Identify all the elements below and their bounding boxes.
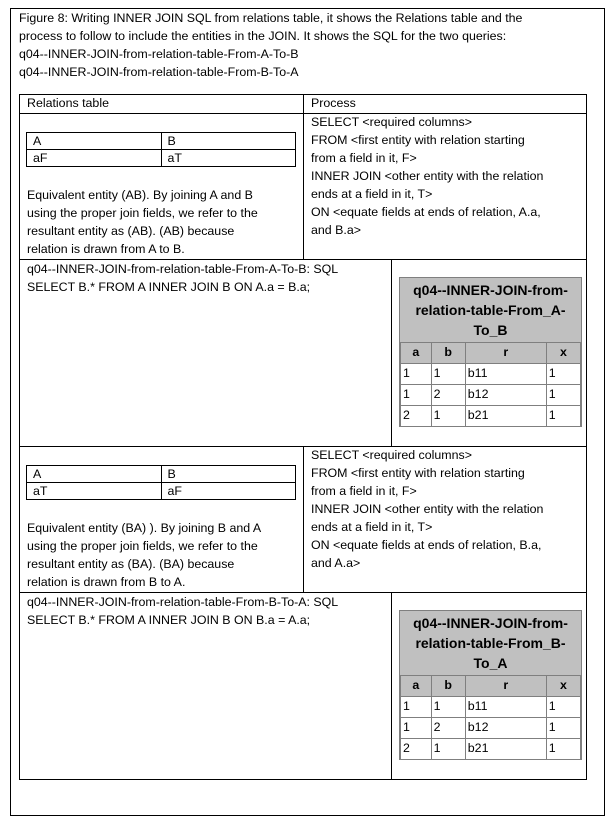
table-cell: b21 <box>465 406 546 427</box>
sql-ba-line: SELECT B.* FROM A INNER JOIN B ON B.a = A.a; <box>27 613 311 627</box>
table-cell: aT <box>27 483 162 500</box>
sql-ab-line: q04--INNER-JOIN-from-relation-table-From-A-To-B: SQL <box>27 262 339 276</box>
relation-table-ba <box>26 465 296 500</box>
result-title-line: relation-table-From_A- <box>415 302 566 318</box>
process-ab-line: FROM <first entity with relation starting <box>311 133 525 147</box>
table-row <box>401 364 581 385</box>
process-ba-line: and A.a> <box>311 556 361 570</box>
column-header: a <box>401 343 432 364</box>
result-table <box>400 675 581 760</box>
row-divider <box>19 592 587 593</box>
column-header: b <box>431 343 465 364</box>
description-ab-line: relation is drawn from A to B. <box>27 242 185 256</box>
description-ba-line: using the proper join fields, we refer to the <box>27 539 258 553</box>
result-title <box>400 611 581 675</box>
description-ab-line: Equivalent entity (AB). By joining A and B <box>27 188 253 202</box>
table-row <box>401 739 581 760</box>
table-cell: 1 <box>401 364 432 385</box>
process-ba-line: ends at a field in it, T> <box>311 520 433 534</box>
table-cell: b21 <box>465 739 546 760</box>
description-ba-line: resultant entity as (BA). (BA) because <box>27 557 235 571</box>
table-cell: aT <box>161 150 296 167</box>
row-divider <box>19 259 587 260</box>
table-cell: 1 <box>431 364 465 385</box>
process-ba-line: SELECT <required columns> <box>311 448 472 462</box>
table-cell: 2 <box>401 739 432 760</box>
col-divider <box>391 259 392 446</box>
table-cell: 1 <box>401 385 432 406</box>
result-title <box>400 278 581 342</box>
table-row <box>27 150 296 167</box>
column-header: b <box>431 676 465 697</box>
table-row <box>27 466 296 483</box>
process-ba-line: from a field in it, F> <box>311 484 417 498</box>
table-cell: b12 <box>465 718 546 739</box>
query-result-ab <box>399 277 582 427</box>
column-header: r <box>465 343 546 364</box>
description-ab-line: resultant entity as (AB). (AB) because <box>27 224 235 238</box>
table-row <box>401 406 581 427</box>
query-result-ba <box>399 610 582 760</box>
header-relations-table: Relations table <box>27 96 109 110</box>
process-ba-line: ON <equate fields at ends of relation, B.a, <box>311 538 542 552</box>
table-cell: b11 <box>465 364 546 385</box>
table-cell: 1 <box>546 718 580 739</box>
table-header-row <box>401 676 581 697</box>
table-row <box>401 718 581 739</box>
table-cell: 1 <box>546 406 580 427</box>
col-divider <box>303 446 304 592</box>
table-cell: 2 <box>431 385 465 406</box>
table-cell: 1 <box>431 406 465 427</box>
table-row <box>401 697 581 718</box>
column-header: x <box>546 343 580 364</box>
description-ba-line: relation is drawn from B to A. <box>27 575 186 589</box>
table-cell: b12 <box>465 385 546 406</box>
col-divider <box>391 592 392 780</box>
result-title-line: q04--INNER-JOIN-from- <box>413 282 568 298</box>
process-ab-line: and B.a> <box>311 223 361 237</box>
figure-caption-line: process to follow to include the entities in the JOIN. It shows the SQL for the two queries: <box>19 29 507 43</box>
process-ab-line: ON <equate fields at ends of relation, A.a, <box>311 205 541 219</box>
table-cell: 1 <box>431 697 465 718</box>
sql-ba-line: q04--INNER-JOIN-from-relation-table-From-B-To-A: SQL <box>27 595 339 609</box>
table-header-row <box>401 343 581 364</box>
column-header: x <box>546 676 580 697</box>
table-cell: 1 <box>546 697 580 718</box>
description-ab-line: using the proper join fields, we refer to the <box>27 206 258 220</box>
table-row <box>401 385 581 406</box>
result-title-line: relation-table-From_B- <box>415 635 566 651</box>
description-ba-line: Equivalent entity (BA) ). By joining B and A <box>27 521 262 535</box>
table-cell: B <box>161 133 296 150</box>
sql-ab-line: SELECT B.* FROM A INNER JOIN B ON A.a = B.a; <box>27 280 311 294</box>
table-cell: 2 <box>401 406 432 427</box>
relation-table-ab <box>26 132 296 167</box>
column-header: a <box>401 676 432 697</box>
figure-caption-line: q04--INNER-JOIN-from-relation-table-From-B-To-A <box>19 65 299 79</box>
result-title-line: To_A <box>473 655 508 671</box>
table-cell: 1 <box>546 364 580 385</box>
table-cell: 1 <box>546 739 580 760</box>
process-ab-line: SELECT <required columns> <box>311 115 472 129</box>
result-title-line: To_B <box>473 322 508 338</box>
table-cell: 1 <box>401 718 432 739</box>
figure-caption-line: q04--INNER-JOIN-from-relation-table-From-A-To-B <box>19 47 299 61</box>
table-cell: 2 <box>431 718 465 739</box>
table-cell: 1 <box>401 697 432 718</box>
table-cell: A <box>27 133 162 150</box>
result-table <box>400 342 581 427</box>
process-ba-line: INNER JOIN <other entity with the relation <box>311 502 544 516</box>
process-ab-line: ends at a field in it, T> <box>311 187 433 201</box>
figure-caption-line: Figure 8: Writing INNER JOIN SQL from relations table, it shows the Relations table and the <box>19 11 523 25</box>
table-cell: B <box>161 466 296 483</box>
process-ab-line: from a field in it, F> <box>311 151 417 165</box>
table-row <box>27 133 296 150</box>
table-cell: 1 <box>546 385 580 406</box>
column-header: r <box>465 676 546 697</box>
header-process: Process <box>311 96 356 110</box>
table-cell: aF <box>27 150 162 167</box>
table-cell: A <box>27 466 162 483</box>
table-cell: aF <box>161 483 296 500</box>
process-ab-line: INNER JOIN <other entity with the relation <box>311 169 544 183</box>
process-ba-line: FROM <first entity with relation starting <box>311 466 525 480</box>
table-cell: 1 <box>431 739 465 760</box>
table-row <box>27 483 296 500</box>
table-cell: b11 <box>465 697 546 718</box>
result-title-line: q04--INNER-JOIN-from- <box>413 615 568 631</box>
col-divider <box>303 94 304 259</box>
